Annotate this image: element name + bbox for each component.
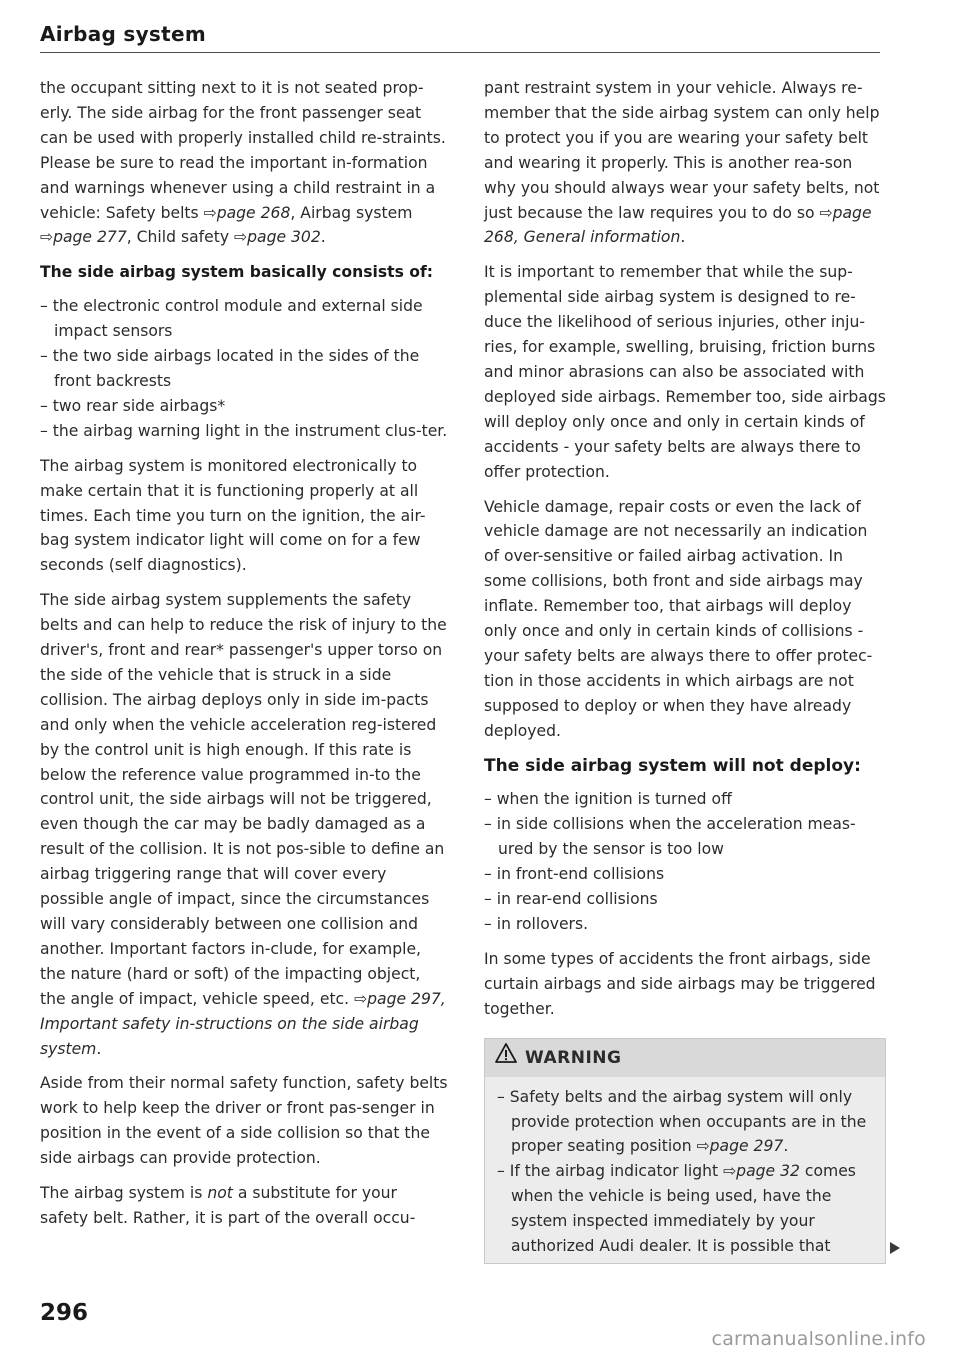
paragraph bbox=[40, 76, 450, 250]
paragraph: In some types of accidents the front airbags, side curtain airbags and side airbags may be triggered together. bbox=[484, 949, 876, 1018]
arrow-right-icon: ⇨ bbox=[819, 203, 833, 222]
section-title: Airbag system bbox=[40, 22, 206, 46]
paragraph-text: a substitute for your safety belt. Rather, it is part of the overall occu- bbox=[40, 1184, 416, 1227]
page-reference-link[interactable]: page 268, General information bbox=[484, 203, 872, 247]
paragraph: It is important to remember that while the sup-plemental side airbag system is designed to re-duce the likelihood of serious injuries, other inju-ries, for example, swelling, bruising, friction burns and minor abrasions can also be associated with deployed side airbags. Remember too, side airbags will deploy only once and only in certain kinds of accidents - your safety belts are always there to offer protection. bbox=[484, 263, 886, 481]
list-item: – in front-end collisions bbox=[484, 865, 665, 884]
warning-list bbox=[497, 1085, 873, 1259]
paragraph-text: . bbox=[96, 1039, 102, 1058]
page-reference-link[interactable]: page 268 bbox=[216, 203, 291, 222]
subheading: The side airbag system will not deploy: bbox=[484, 755, 861, 776]
subheading: The side airbag system basically consists of: bbox=[40, 263, 434, 282]
page-reference-link[interactable]: page 302 bbox=[247, 228, 321, 247]
paragraph: The airbag system is monitored electronically to make certain that it is functioning properly at all times. Each time you turn on the ignition, the air-bag system indicator light will come on for a few seconds (self diagnostics). bbox=[40, 456, 426, 575]
paragraph bbox=[484, 76, 886, 250]
list-item: – in rear-end collisions bbox=[484, 890, 658, 909]
list-item: – when the ignition is turned off bbox=[484, 790, 732, 809]
arrow-right-icon: ⇨ bbox=[723, 1162, 737, 1181]
paragraph-text: the occupant sitting next to it is not seated prop-erly. The side airbag for the front passenger seat can be used with properly installed child re-straints. Please be sure to read the important in-formation and warnings whenever using a child restraint in a vehicle: Safety belts bbox=[40, 79, 446, 222]
paragraph-text: pant restraint system in your vehicle. Always re-member that the side airbag system can only help to protect you if you are wearing your safety belt and wearing it properly. This is another rea-son why you should always wear your safety belts, not just because the law requires you to do so bbox=[484, 79, 880, 222]
page-reference-link[interactable]: page 297, Important safety in-structions on the side airbag system bbox=[40, 989, 446, 1058]
warning-item bbox=[497, 1085, 873, 1160]
warning-header bbox=[485, 1039, 885, 1077]
list-item: – in rollovers. bbox=[484, 915, 589, 933]
watermark: carmanualsonline.info bbox=[711, 1328, 926, 1350]
paragraph-text: The side airbag system supplements the safety belts and can help to reduce the risk of injury to the driver's, front and rear* passenger's upper torso on the side of the vehicle that is struck in a side collision. The airbag deploys only in side im-pacts and only when the vehicle acceleration reg-istered by the control unit is high enough. If this rate is below the reference value programmed in-to the control unit, the side airbags will not be triggered, even though the car may be badly damaged as a result of the collision. It is not pos-sible to define an airbag triggering range that will cover every possible angle of impact, since the circumstances will vary considerably between one collision and another. Important factors in-clude, for example, the nature (hard or soft) of the impacting object, the angle of impact, vehicle speed, etc. bbox=[40, 591, 447, 1008]
warning-text: . bbox=[783, 1137, 789, 1156]
arrow-right-icon: ⇨ bbox=[234, 228, 248, 247]
right-column bbox=[484, 76, 886, 1264]
non-deploy-list bbox=[484, 787, 886, 936]
list-item: – two rear side airbags* bbox=[40, 396, 226, 415]
list-item: – the two side airbags located in the sides of the front backrests bbox=[40, 347, 420, 390]
paragraph bbox=[40, 1181, 450, 1231]
warning-item bbox=[497, 1159, 873, 1259]
header-rule bbox=[40, 52, 880, 53]
warning-text: – Safety belts and the airbag system will only provide protection when occupants are in the proper seating position bbox=[497, 1087, 867, 1156]
arrow-right-icon: ⇨ bbox=[354, 989, 368, 1008]
list-item: – the electronic control module and external side impact sensors bbox=[40, 297, 423, 341]
warning-text: – If the airbag indicator light bbox=[497, 1162, 719, 1181]
page-reference-link[interactable]: page 277 bbox=[53, 228, 127, 247]
page-number: 296 bbox=[40, 1300, 89, 1326]
warning-title: WARNING bbox=[525, 1047, 622, 1068]
paragraph-text: . bbox=[680, 228, 686, 247]
list-item: – in side collisions when the acceleration meas-ured by the sensor is too low bbox=[484, 815, 856, 859]
arrow-right-icon: ⇨ bbox=[203, 203, 217, 222]
paragraph: Vehicle damage, repair costs or even the lack of vehicle damage are not necessarily an indication of over-sensitive or failed airbag activation. In some collisions, both front and side airbags may inflate. Remember too, that airbags will deploy only once and only in certain kinds of collisions - your safety belts are always there to offer protec-tion in those accidents in which airbags are not supposed to deploy or when they have already deployed. bbox=[484, 497, 873, 740]
paragraph bbox=[40, 588, 450, 1061]
page-reference-link[interactable]: page 32 bbox=[736, 1162, 800, 1181]
paragraph-text: , Child safety bbox=[126, 228, 230, 247]
paragraph: Aside from their normal safety function, safety belts work to help keep the driver or front pas-senger in position in the event of a side collision so that the side airbags can provide protection. bbox=[40, 1074, 448, 1168]
arrow-right-icon: ⇨ bbox=[696, 1137, 710, 1156]
list-item: – the airbag warning light in the instrument clus-ter. bbox=[40, 421, 448, 440]
warning-text: comes when the vehicle is being used, have the system inspected immediately by your authorized Audi dealer. It is possible that bbox=[511, 1162, 856, 1256]
paragraph-text: The airbag system is bbox=[40, 1184, 203, 1203]
paragraph-text: , Airbag system bbox=[290, 203, 413, 222]
component-list bbox=[40, 294, 450, 443]
left-column bbox=[40, 76, 450, 1241]
page-reference-link[interactable]: page 297 bbox=[709, 1137, 784, 1156]
paragraph-text: . bbox=[320, 228, 326, 247]
warning-body bbox=[485, 1077, 885, 1263]
emphasis: not bbox=[207, 1184, 233, 1203]
warning-box bbox=[484, 1038, 886, 1264]
arrow-right-icon: ⇨ bbox=[40, 228, 54, 247]
warning-triangle-icon bbox=[495, 1043, 517, 1073]
